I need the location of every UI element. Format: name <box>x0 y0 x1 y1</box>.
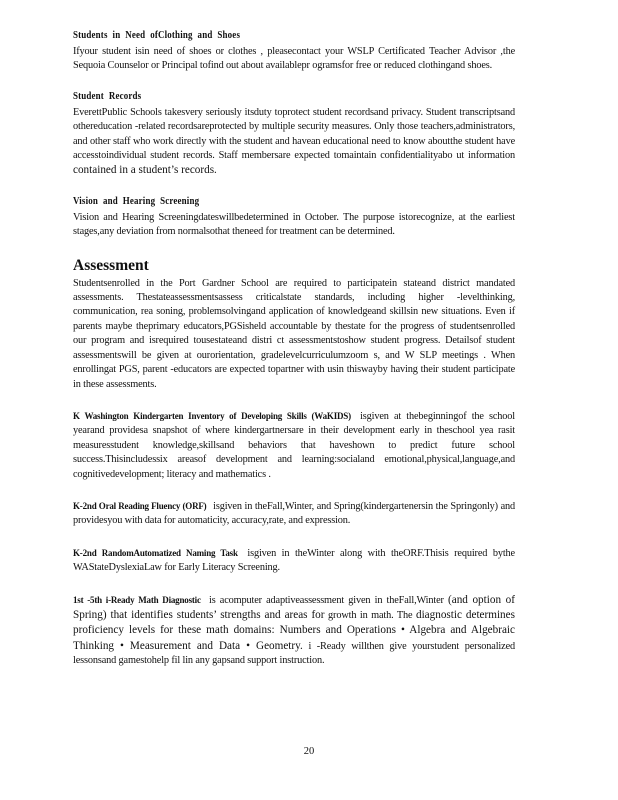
iready-body-start: is acomputer adaptiveassessment given in theFall,Winter <box>209 594 444 606</box>
wakids-section <box>73 409 515 482</box>
iready-section <box>73 593 515 669</box>
iready-body-big: diagnostic determines proficiency levels for these math domains: Numbers and Operations • Algebra and Algebraic Thinking • Measurement and Data • Geometry. <box>73 608 515 652</box>
iready-heading: 1st -5th i-Ready Math Diagnostic <box>73 594 201 605</box>
iready-paragraph <box>73 593 515 669</box>
vision-body: Vision and Hearing Screeningdateswillbedetermined in October. The purpose istorecognize, at the earliest stages,any deviation from normalsothat theneed for treatment can be determined. <box>73 211 515 238</box>
orf-section <box>73 499 515 529</box>
orf-body: isgiven in theFall,Winter, and Spring(kindergartenersin the Springonly) and providesyou with data for automaticity, accuracy,rate, and expression. <box>73 500 516 527</box>
wakids-heading: K Washington Kindergarten Inventory of Developing Skills (WaKIDS) <box>73 410 351 421</box>
iready-body-middle-2: growth in math. The <box>328 609 413 621</box>
iready-body-end: i -Ready willthen give yourstudent personalized lessonsand gamestohelp fil lin any gapsand support instruction. <box>73 640 515 667</box>
records-body-end: contained in a student’s records. <box>73 164 217 177</box>
ran-section <box>73 546 515 576</box>
wakids-body: isgiven at thebeginningof the school yearand providesa snapshot of where kindergartnersare in their development early in theschool yea rasit measuresstudent knowledge,skillsand behaviors that haveshown to predict future school success.Thisincludessix areasof development and learning:socialand emotional,physical,language,and cognitivedevelopment; literacy and mathematics . <box>73 410 515 480</box>
vision-heading: Vision and Hearing Screening <box>73 195 200 207</box>
clothing-section <box>73 30 515 74</box>
assessment-heading: Assessment <box>73 256 149 274</box>
records-section <box>73 91 515 179</box>
ran-heading: K-2nd RandomAutomatized Naming Task <box>73 547 238 558</box>
records-body-paragraph <box>73 106 515 179</box>
assessment-body: Studentsenrolled in the Port Gardner School are required to participatein stateand district mandated assessments. Thestateassessmentsassess criticalstate standards, including higher -levelthinking, communication, rea soning, problemsolvingand application of knowledgeand skillsin new situations. Even if parents maybe theprimary educators,PGSisheld accountable by thestate for the progress of studentsenrolled our program and isrequired tousestateand distri ct assessmentstoshow student progress. Detailsof student assessmentswill be given at ourorientation, gradelevelcurriculumzoom s, and W SLP meetings . When enrollingat PGS, parent -educators are expected topartner with usin thiswayby having their student participate in these assessments. <box>73 277 515 390</box>
iready-body-middle: (and option of Spring) that identifies students’ strengths and areas for <box>73 593 515 621</box>
records-body: EverettPublic Schools takesvery seriously itsduty toprotect student recordsand privacy. Student transcriptsand othereducation -related recordsareprotected by multiple security measures. Only those teachers,administrators, and other staff who work directly with the student and havean educational need to know aboutthe student have accesstoindividual student records. Staff membersare expected tomaintain confidentialityabo ut information <box>73 106 515 162</box>
page-number: 20 <box>303 746 315 757</box>
orf-paragraph <box>73 499 515 529</box>
ran-body: isgiven in theWinter along with theORF.Thisis required bythe WAStateDyslexiaLaw for Early Literacy Screening. <box>73 547 515 574</box>
records-heading: Student Records <box>73 90 142 102</box>
orf-heading: K-2nd Oral Reading Fluency (ORF) <box>73 500 207 511</box>
ran-paragraph <box>73 546 515 576</box>
wakids-paragraph <box>73 409 515 482</box>
clothing-body: Ifyour student isin need of shoes or clothes , pleasecontact your WSLP Certificated Teacher Advisor ,the Sequoia Counselor or Principal tofind out about availablepr ogramsfor free or reduced clothingand shoes. <box>73 46 515 72</box>
clothing-heading: Students in Need ofClothing and Shoes <box>73 30 241 41</box>
assessment-section <box>73 257 515 392</box>
vision-section <box>73 196 515 240</box>
page-content <box>73 30 515 686</box>
